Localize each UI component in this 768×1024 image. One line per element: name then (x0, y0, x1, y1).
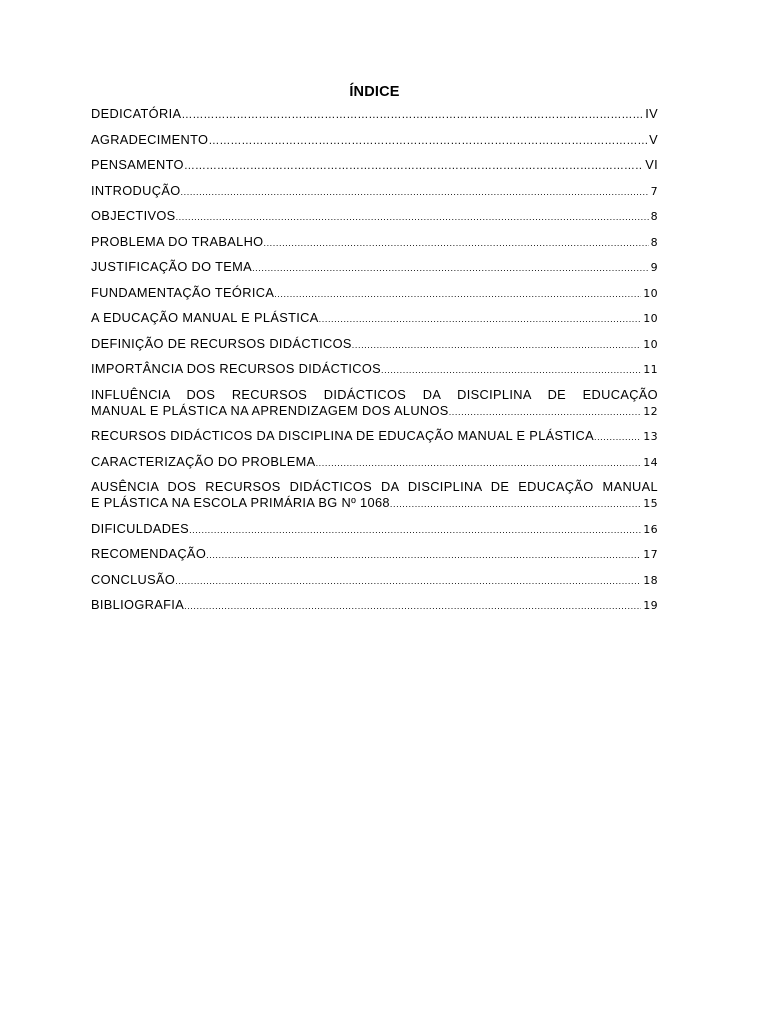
toc-entry (91, 597, 658, 614)
toc-entry-line (91, 336, 658, 353)
toc-entry-label: A EDUCAÇÃO MANUAL E PLÁSTICA (91, 310, 319, 325)
toc-entry-page-number: 19 (643, 599, 658, 612)
dot-leader (594, 429, 641, 445)
toc-entry-line (91, 310, 658, 327)
toc-entry-label: PROBLEMA DO TRABALHO (91, 233, 264, 249)
toc-entry (91, 157, 658, 174)
dot-leader (449, 404, 642, 420)
toc-entry (91, 259, 658, 276)
toc-entry-line (91, 495, 658, 512)
toc-entry-page-number: 8 (650, 210, 658, 223)
toc-entry-line (91, 546, 658, 563)
toc-entry (91, 428, 658, 445)
toc-entry-page-number: 8 (650, 235, 658, 249)
toc-entry-line (91, 234, 658, 251)
toc-entry (91, 454, 658, 471)
toc-entry-label: FUNDAMENTAÇÃO TEÓRICA (91, 284, 275, 300)
toc-entry-label: AGRADECIMENTO (91, 131, 209, 147)
toc-entry-page-number: 17 (643, 548, 658, 561)
toc-entry-page-number: VI (645, 157, 658, 172)
toc-entry (91, 310, 658, 327)
toc-entry-label: RECOMENDAÇÃO (91, 546, 207, 561)
table-of-contents (91, 106, 658, 614)
toc-entry-line (91, 132, 658, 149)
toc-entry-line (91, 428, 658, 445)
dot-leader (381, 362, 641, 378)
dot-leader (175, 573, 641, 589)
toc-entry-page-number: 7 (650, 184, 658, 198)
toc-entry (91, 479, 658, 512)
dot-leader (184, 158, 643, 174)
toc-entry-page-number: 10 (643, 286, 658, 300)
dot-leader (263, 235, 648, 251)
toc-entry-label: DIFICULDADES (91, 520, 190, 536)
toc-entry-page-number: 18 (643, 573, 658, 587)
toc-entry (91, 106, 658, 123)
toc-entry-page-number: 10 (643, 312, 658, 325)
toc-entry-line (91, 106, 658, 123)
dot-leader (181, 184, 649, 200)
toc-entry-page-number: 9 (650, 261, 658, 274)
toc-entry-line (91, 183, 658, 200)
toc-entry-line (91, 403, 658, 420)
toc-entry-page-number: 15 (643, 497, 658, 510)
dot-leader (206, 547, 641, 563)
dot-leader (316, 455, 642, 471)
dot-leader (181, 107, 643, 123)
toc-entry (91, 208, 658, 225)
toc-entry (91, 361, 658, 378)
toc-entry-label-line1: AUSÊNCIA DOS RECURSOS DIDÁCTICOS DA DISCIPLINA DE EDUCAÇÃO MANUAL (91, 479, 658, 494)
toc-entry (91, 183, 658, 200)
dot-leader (252, 260, 649, 276)
page-title: ÍNDICE (349, 84, 400, 100)
dot-leader (208, 133, 647, 149)
dot-leader (189, 522, 641, 538)
toc-entry-page-number: V (649, 131, 658, 147)
toc-entry-page-number: 13 (643, 430, 658, 443)
toc-entry (91, 336, 658, 353)
toc-entry-label: MANUAL E PLÁSTICA NA APRENDIZAGEM DOS ALUNOS (91, 402, 449, 418)
toc-entry-label: CONCLUSÃO (91, 571, 176, 587)
dot-leader (274, 286, 641, 302)
toc-entry-label: DEDICATÓRIA (91, 106, 182, 121)
toc-entry-label: DEFINIÇÃO DE RECURSOS DIDÁCTICOS (91, 335, 352, 351)
toc-entry-label: CARACTERIZAÇÃO DO PROBLEMA (91, 453, 316, 469)
toc-entry-page-number: 11 (643, 363, 658, 376)
toc-entry-line (91, 259, 658, 276)
dot-leader (176, 209, 649, 225)
toc-entry-label: PENSAMENTO (91, 157, 184, 172)
toc-entry-line (91, 572, 658, 589)
dot-leader (390, 496, 641, 512)
toc-entry (91, 285, 658, 302)
toc-entry-label: OBJECTIVOS (91, 208, 176, 223)
toc-entry-label: INTRODUÇÃO (91, 182, 181, 198)
toc-entry-line (91, 454, 658, 471)
toc-entry-label: JUSTIFICAÇÃO DO TEMA (91, 259, 253, 274)
document-page (91, 84, 658, 623)
toc-entry-page-number: 12 (643, 404, 658, 418)
dot-leader (352, 337, 642, 353)
toc-entry (91, 546, 658, 563)
toc-entry-line (91, 521, 658, 538)
toc-entry-label: IMPORTÂNCIA DOS RECURSOS DIDÁCTICOS (91, 361, 382, 376)
toc-entry-line (91, 157, 658, 174)
toc-entry (91, 234, 658, 251)
toc-entry-line (91, 361, 658, 378)
dot-leader (319, 311, 642, 327)
toc-entry-page-number: IV (645, 106, 658, 121)
toc-entry-line (91, 597, 658, 614)
toc-entry (91, 572, 658, 589)
toc-entry-line (91, 208, 658, 225)
toc-entry-label: E PLÁSTICA NA ESCOLA PRIMÁRIA BG Nº 1068 (91, 495, 390, 510)
toc-entry-label: RECURSOS DIDÁCTICOS DA DISCIPLINA DE EDUCAÇÃO MANUAL E PLÁSTICA (91, 428, 594, 443)
toc-entry-label-line1: INFLUÊNCIA DOS RECURSOS DIDÁCTICOS DA DISCIPLINA DE EDUCAÇÃO (91, 386, 658, 402)
toc-entry-label: BIBLIOGRAFIA (91, 597, 185, 612)
toc-entry-page-number: 16 (643, 522, 658, 536)
toc-entry-line (91, 285, 658, 302)
toc-entry (91, 521, 658, 538)
toc-entry-page-number: 14 (643, 455, 658, 469)
toc-entry (91, 387, 658, 420)
toc-entry (91, 132, 658, 149)
dot-leader (184, 598, 641, 614)
toc-entry-page-number: 10 (643, 337, 658, 351)
